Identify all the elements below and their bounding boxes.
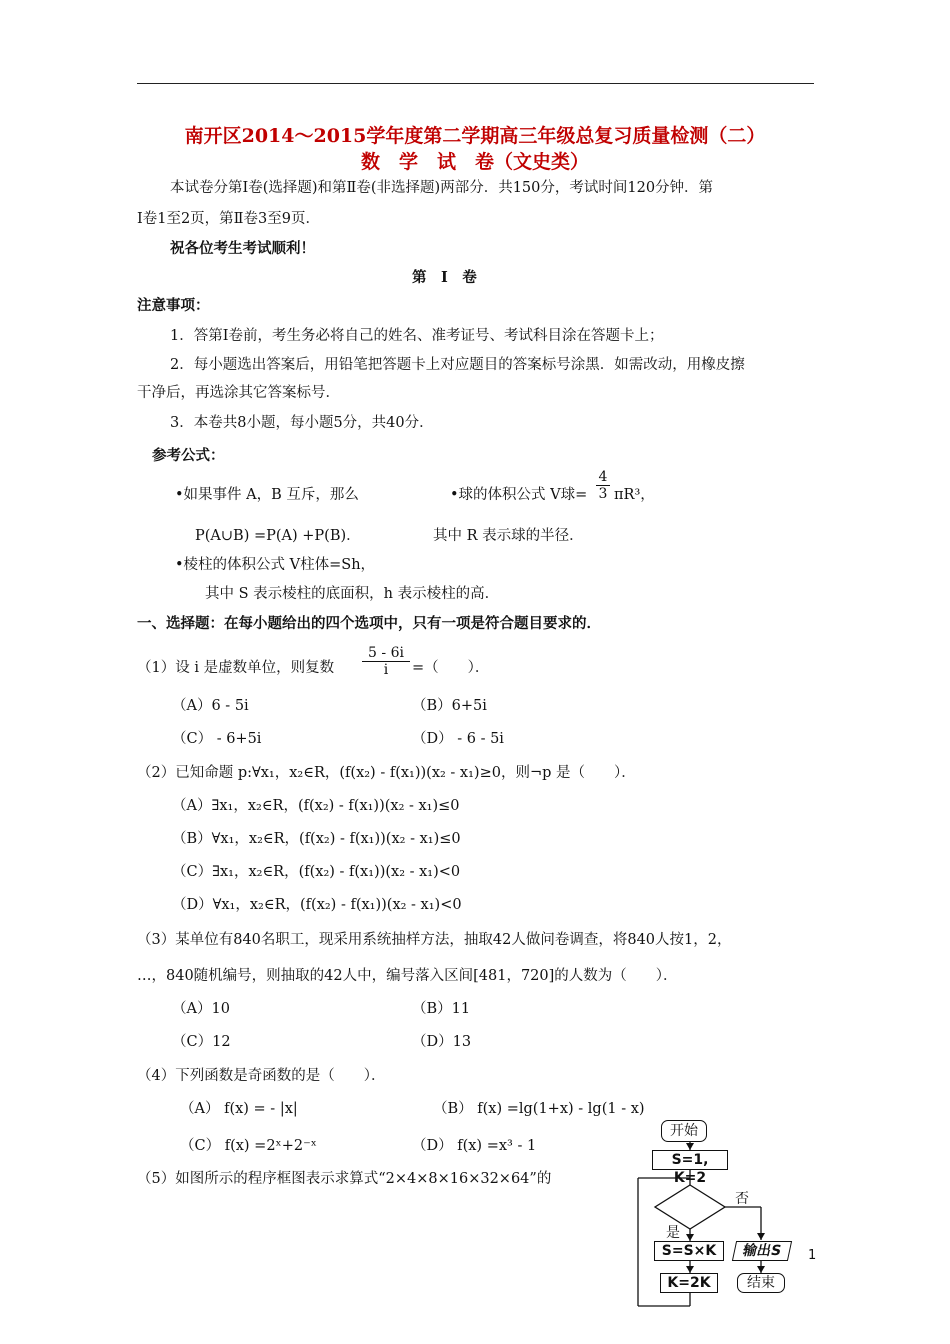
exam-subtitle: 数 学 试 卷（文史类） bbox=[360, 151, 589, 173]
note-2b: 干净后，再选涂其它答案标号． bbox=[137, 385, 340, 401]
q4-option-c: （C） f(x) =2ˣ+2⁻ˣ bbox=[180, 1138, 317, 1154]
wish-text: 祝各位考生考试顺利！ bbox=[170, 240, 315, 257]
q1-option-b: （B）6+5i bbox=[412, 698, 487, 714]
flowchart-output: 输出S bbox=[732, 1241, 792, 1261]
flowchart-multiply: S=S×K bbox=[654, 1241, 724, 1261]
q2-stem: （2）已知命题 p:∀x₁，x₂∈R，(f(x₂) - f(x₁))(x₂ - x₁)≥0，则¬p 是（ ）． bbox=[137, 765, 636, 781]
formula-union: P(A∪B) =P(A) +P(B)． bbox=[195, 528, 361, 544]
q2-option-c: （C）∃x₁，x₂∈R，(f(x₂) - f(x₁))(x₂ - x₁)<0 bbox=[172, 864, 461, 880]
formulas-title: 参考公式： bbox=[152, 447, 225, 464]
q2-option-d: （D）∀x₁，x₂∈R，(f(x₂) - f(x₁))(x₂ - x₁)<0 bbox=[172, 897, 462, 913]
formula-events: •如果事件 A，B 互斥，那么 bbox=[175, 487, 359, 503]
formula-prism-note: 其中 S 表示棱柱的底面积，h 表示棱柱的高． bbox=[205, 586, 500, 602]
q1-fraction bbox=[362, 645, 410, 678]
q1-numerator: 5 - 6i bbox=[368, 645, 404, 661]
note-3: 3．本卷共8小题，每小题5分，共40分． bbox=[170, 415, 434, 431]
formula-radius-note: 其中 R 表示球的半径． bbox=[433, 528, 584, 544]
flowchart-yes-label: 是 bbox=[666, 1225, 680, 1241]
header-rule bbox=[137, 83, 814, 84]
flowchart-start: 开始 bbox=[661, 1120, 707, 1142]
q2-option-a: （A）∃x₁，x₂∈R，(f(x₂) - f(x₁))(x₂ - x₁)≤0 bbox=[172, 798, 460, 814]
part-heading: 第 Ⅰ 卷 bbox=[412, 269, 477, 286]
formula-sphere-suffix: πR³， bbox=[614, 487, 655, 503]
q3-option-a: （A）10 bbox=[172, 1001, 230, 1017]
q3-option-c: （C）12 bbox=[172, 1034, 231, 1050]
q1-option-c: （C） - 6+5i bbox=[172, 731, 262, 747]
q1-stem: （1）设 i 是虚数单位，则复数 bbox=[137, 660, 335, 676]
q3-stem-2: …，840随机编号，则抽取的42人中，编号落入区间[481，720]的人数为（ ）． bbox=[137, 968, 678, 984]
formula-sphere-prefix: •球的体积公式 V球= bbox=[450, 487, 588, 503]
q3-option-d: （D）13 bbox=[412, 1034, 472, 1050]
exam-title: 南开区2014～2015学年度第二学期高三年级总复习质量检测（二） bbox=[184, 125, 766, 147]
notes-title: 注意事项： bbox=[137, 297, 210, 314]
q1-stem-end: =（ ）． bbox=[412, 660, 490, 676]
q1-option-a: （A）6 - 5i bbox=[172, 698, 249, 714]
q4-option-d: （D） f(x) =x³ - 1 bbox=[412, 1138, 537, 1154]
note-2a: 2．每小题选出答案后，用铅笔把答题卡上对应题目的答案标号涂黑．如需改动，用橡皮擦 bbox=[170, 357, 745, 373]
formula-prism: •棱柱的体积公式 V柱体=Sh， bbox=[175, 557, 376, 573]
q1-option-d: （D） - 6 - 5i bbox=[412, 731, 504, 747]
q2-option-b: （B）∀x₁，x₂∈R，(f(x₂) - f(x₁))(x₂ - x₁)≤0 bbox=[172, 831, 461, 847]
q5-stem: （5）如图所示的程序框图表示求算式“2×4×8×16×32×64”的 bbox=[137, 1171, 552, 1187]
q4-stem: （4）下列函数是奇函数的是（ ）． bbox=[137, 1068, 386, 1084]
q4-option-b: （B） f(x) =lg(1+x) - lg(1 - x) bbox=[433, 1101, 645, 1117]
flowchart-no-label: 否 bbox=[735, 1191, 749, 1207]
note-1: 1．答第Ⅰ卷前，考生务必将自己的姓名、准考证号、考试科目涂在答题卡上； bbox=[170, 328, 664, 344]
flowchart-end: 结束 bbox=[737, 1273, 785, 1293]
fraction-denominator: 3 bbox=[596, 485, 610, 502]
flowchart-init: S=1, K=2 bbox=[652, 1150, 728, 1170]
intro-line-1: 本试卷分第Ⅰ卷(选择题)和第Ⅱ卷(非选择题)两部分．共150分，考试时间120分钟．第 bbox=[170, 180, 714, 196]
q4-option-a: （A） f(x) = - |x| bbox=[180, 1101, 298, 1117]
q3-option-b: （B）11 bbox=[412, 1001, 471, 1017]
flowchart-double: K=2K bbox=[660, 1273, 718, 1293]
q1-denominator: i bbox=[362, 661, 410, 678]
q3-stem-1: （3）某单位有840名职工，现采用系统抽样方法，抽取42人做问卷调查，将840人按1，2， bbox=[137, 932, 732, 948]
section-1-heading: 一、选择题：在每小题给出的四个选项中，只有一项是符合题目要求的． bbox=[137, 615, 601, 632]
fraction-numerator: 4 bbox=[598, 469, 608, 485]
formula-sphere-fraction bbox=[596, 469, 610, 502]
intro-line-2: Ⅰ卷1至2页，第Ⅱ卷3至9页． bbox=[137, 211, 320, 227]
page-number: 1 bbox=[808, 1248, 817, 1263]
